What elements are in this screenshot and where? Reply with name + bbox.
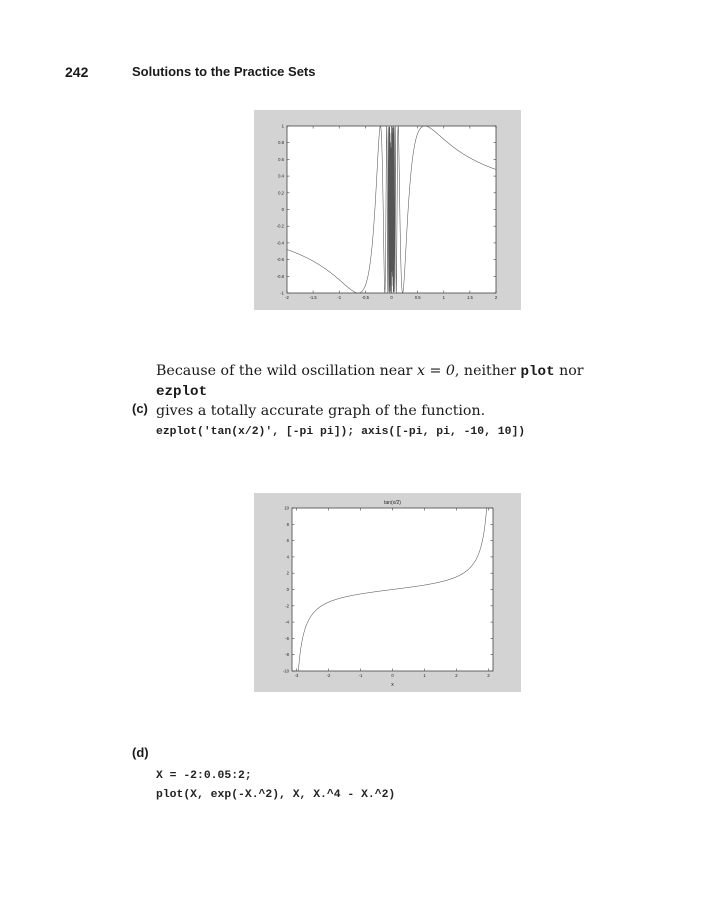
paragraph-oscillation [156, 362, 626, 421]
para-code-ezplot: ezplot [156, 384, 208, 400]
x-tick-label: 1.5 [466, 295, 473, 300]
figure-tan-x-over-2 [254, 493, 521, 692]
code-block-c: ezplot('tan(x/2)', [-pi pi]); axis([-pi, pi, -10, 10]) [156, 426, 526, 438]
y-tick-label: 0 [286, 587, 289, 592]
y-tick-label: -0.6 [276, 257, 284, 263]
page-header [0, 64, 702, 84]
y-tick-label: -10 [282, 668, 289, 674]
y-tick-label: -2 [285, 603, 289, 609]
x-tick-label: 3 [487, 673, 490, 678]
y-tick-label: 1 [281, 123, 284, 129]
y-tick-label: -4 [285, 619, 289, 625]
x-tick-label: -2 [326, 673, 331, 678]
y-tick-label: 10 [284, 505, 289, 511]
y-tick-label: -0.4 [276, 240, 284, 246]
x-tick-label: 0 [390, 295, 393, 300]
y-tick-label: -1 [280, 290, 284, 296]
para-text-4: gives a totally accurate graph of the function. [156, 403, 486, 419]
y-tick-label: -0.2 [276, 223, 284, 229]
code-line-d1: X = -2:0.05:2; [156, 770, 252, 782]
x-tick-label: -2 [285, 295, 289, 300]
x-axis-label: x [391, 682, 394, 688]
y-tick-label: -0.8 [276, 273, 284, 279]
y-tick-label: 6 [286, 538, 289, 544]
para-math: x = 0 [416, 363, 455, 379]
x-tick-label: -3 [294, 673, 299, 678]
y-tick-label: 2 [286, 570, 289, 576]
x-tick-label: 2 [494, 295, 498, 300]
y-tick-label: -8 [285, 652, 289, 658]
x-tick-label: 2 [455, 673, 458, 678]
y-tick-label: 0.8 [278, 140, 284, 146]
y-tick-label: 8 [286, 521, 289, 527]
y-tick-label: 0.2 [278, 190, 284, 196]
part-label-d: (d) [132, 745, 149, 760]
x-tick-label: 0.5 [414, 295, 421, 300]
y-tick-label: -6 [285, 635, 289, 641]
chart-tan-x-over-2 [254, 493, 521, 692]
x-tick-label: 1 [442, 295, 445, 300]
code-line-d2: plot(X, exp(-X.^2), X, X.^4 - X.^2) [156, 789, 396, 801]
running-head: Solutions to the Practice Sets [132, 64, 316, 79]
figure-sin-1-over-x [254, 110, 521, 310]
x-tick-label: -1.5 [309, 295, 317, 300]
y-tick-label: 0 [281, 207, 284, 212]
x-tick-label: 0 [391, 673, 394, 678]
part-label-c: (c) [132, 401, 148, 416]
page-number: 242 [65, 64, 89, 80]
para-text-1: Because of the wild oscillation near [156, 363, 417, 379]
y-tick-label: 0.6 [278, 156, 284, 162]
x-tick-label: 1 [423, 673, 426, 678]
x-tick-label: -0.5 [361, 295, 369, 300]
chart-sin-1-over-x [254, 110, 521, 310]
para-text-3: nor [554, 363, 584, 379]
x-tick-label: -1 [358, 673, 363, 678]
para-text-2: , neither [454, 363, 521, 379]
y-tick-label: 0.4 [278, 173, 284, 179]
chart-title: tan(x/2) [384, 500, 401, 506]
y-tick-label: 4 [286, 554, 289, 560]
para-code-plot: plot [520, 364, 555, 380]
x-tick-label: -1 [337, 295, 342, 300]
